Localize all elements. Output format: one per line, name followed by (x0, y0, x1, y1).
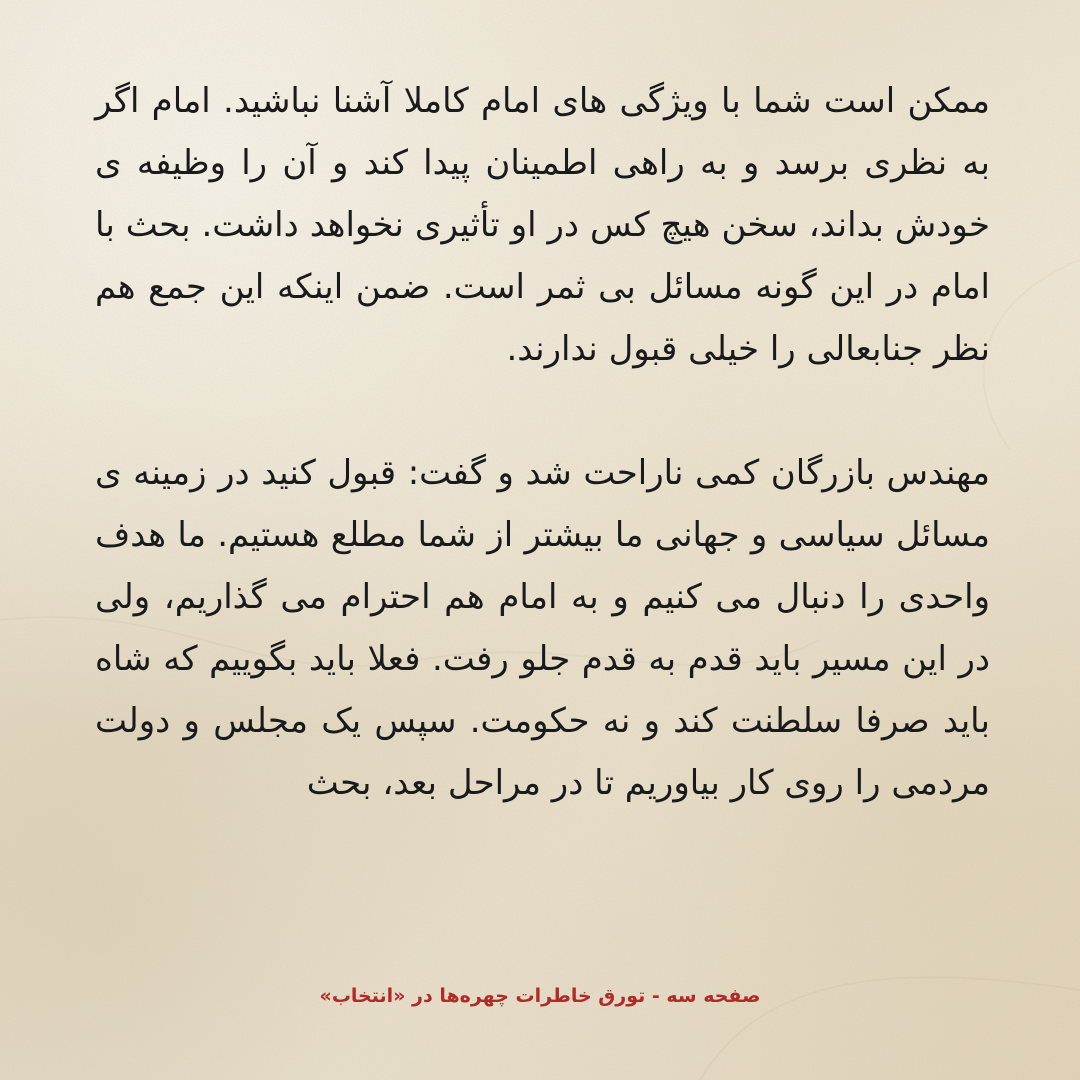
article-body (95, 70, 990, 990)
paragraph-2: مهندس بازرگان کمی ناراحت شد و گفت: قبول کنید در زمینه ی مسائل سیاسی و جهانی ما بیشتر از شما مطلع هستیم. ما هدف واحدی را دنبال می کنیم و به امام هم احترام می گذاریم، ولی در این مسیر باید قدم به قدم جلو رفت. فعلا باید بگوییم که شاه باید صرفا سلطنت کند و نه حکومت. سپس یک مجلس و دولت مردمی را روی کار بیاوریم تا در مراحل بعد، بحث (95, 453, 990, 803)
paragraph-1: ممکن است شما با ویژگی های امام کاملا آشنا نباشید. امام اگر به نظری برسد و به راهی اطمینان پیدا کند و آن را وظیفه ی خودش بداند، سخن هیچ کس در او تأثیری نخواهد داشت. بحث با امام در این گونه مسائل بی ثمر است. ضمن اینکه این جمع هم نظر جنابعالی را خیلی قبول ندارند. (95, 81, 990, 369)
page-footer: صفحه سه - تورق خاطرات چهره‌ها در «انتخاب» (319, 985, 761, 1007)
